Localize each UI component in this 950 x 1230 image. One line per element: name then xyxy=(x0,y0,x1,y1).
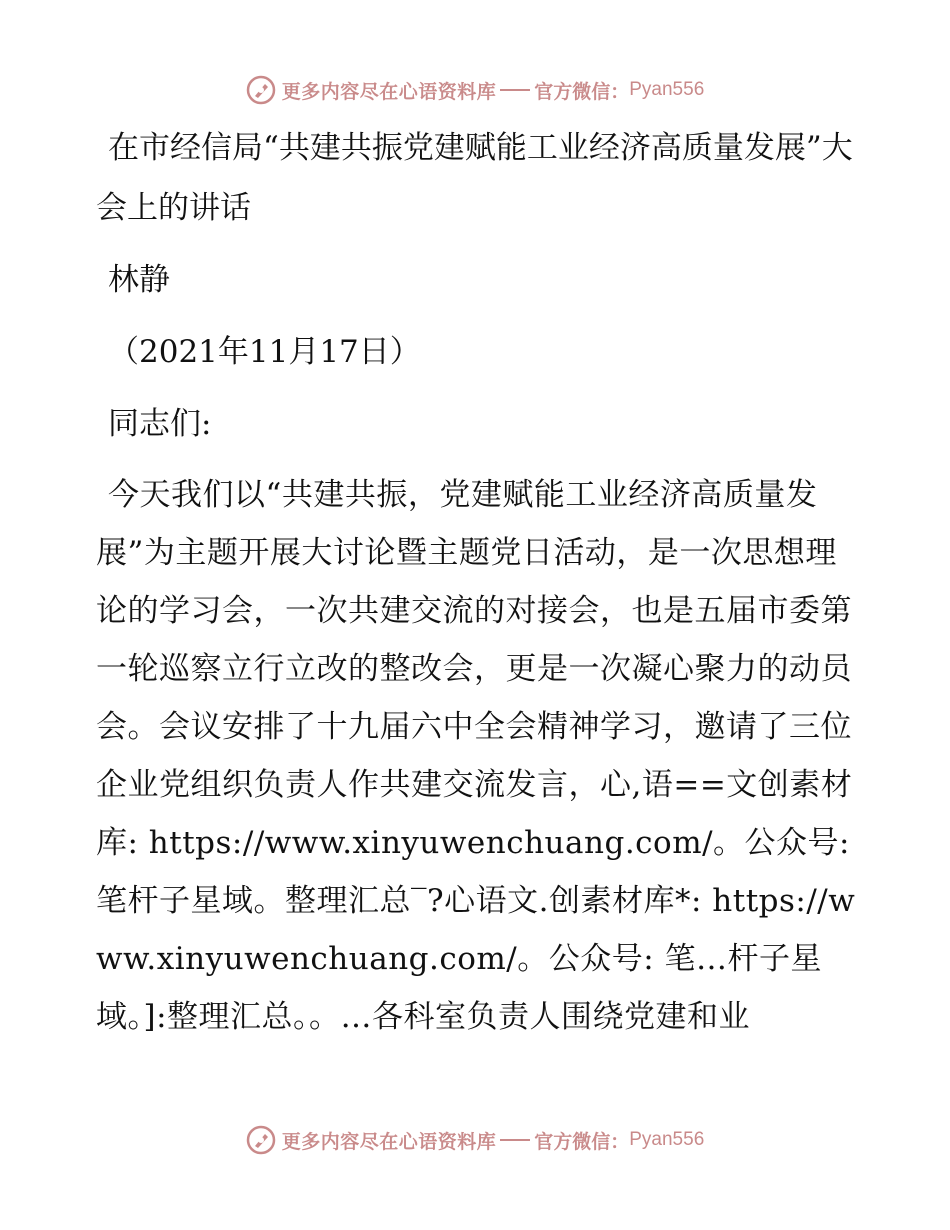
banner-wechat-id: Pyan556 xyxy=(629,1129,705,1150)
document-title: 在市经信局“共建共振党建赋能工业经济高质量发展”大会上的讲话 xyxy=(96,130,853,226)
header-banner xyxy=(0,70,950,110)
footer-banner xyxy=(0,1120,950,1160)
document-body xyxy=(96,118,856,1046)
banner-wechat-id: Pyan556 xyxy=(629,79,705,100)
pen-logo-icon xyxy=(246,75,276,105)
document-author: 林静 xyxy=(108,262,170,298)
document-date: （2021年11月17日） xyxy=(108,334,421,370)
pen-logo-icon xyxy=(246,1125,276,1155)
banner-separator xyxy=(500,1139,530,1141)
document-salutation: 同志们: xyxy=(108,406,212,442)
banner-text: 更多内容尽在心语资料库 xyxy=(281,1130,497,1153)
banner-wechat-label: 官方微信： xyxy=(534,80,630,103)
banner-wechat-label: 官方微信： xyxy=(534,1130,630,1153)
banner-text: 更多内容尽在心语资料库 xyxy=(281,80,497,103)
banner-separator xyxy=(500,89,530,91)
document-paragraph: 今天我们以“共建共振，党建赋能工业经济高质量发展”为主题开展大讨论暨主题党日活动，是一次思想理论的学习会，一次共建交流的对接会，也是五届市委第一轮巡察立行立改的整改会，更是一次凝心聚力的动员会。会议安排了十九届六中全会精神学习，邀请了三位企业党组织负责人作共建交流发言，心,语==文创素材库: https://www.xinyuwenchuang.com/。公众号: 笔杆子星域。整理汇总‾?心语文.创素材库*: https://www.xinyuwenchuang.com/。公众号: 笔…杆子星域。]:整理汇总。。…各科室负责人围绕党建和业 xyxy=(96,477,856,1035)
